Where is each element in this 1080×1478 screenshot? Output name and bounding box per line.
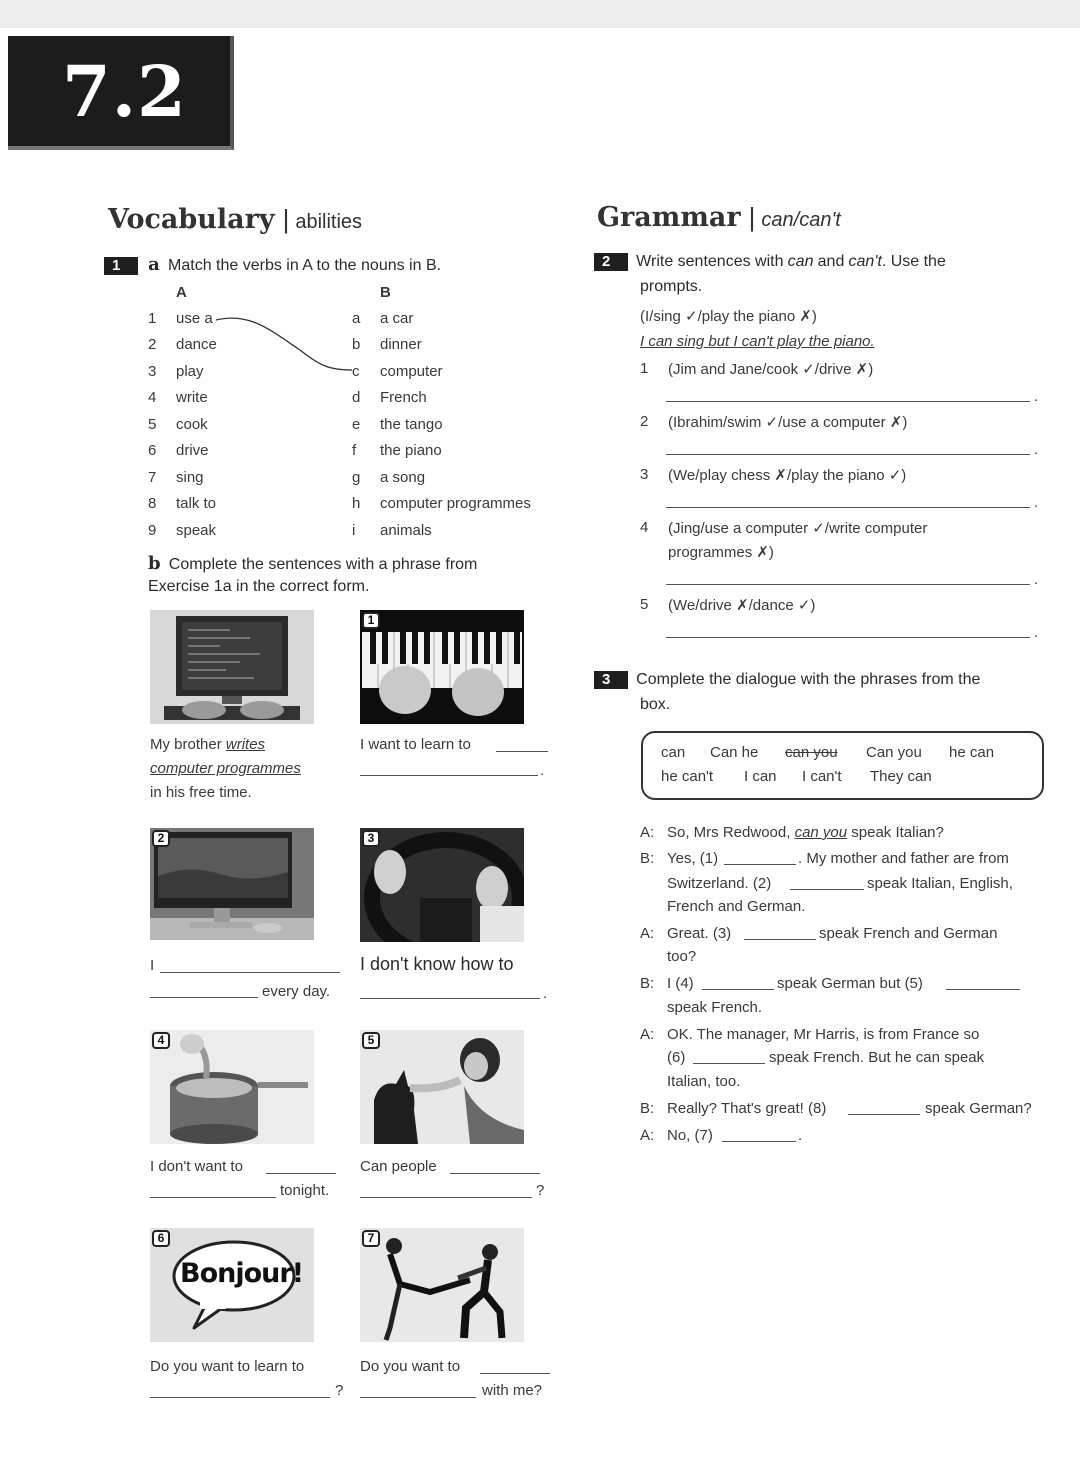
prompt-number: 2 (640, 413, 649, 430)
caption-text: I don't know how to (360, 954, 514, 974)
punctuation: . (798, 1127, 803, 1144)
dialogue-text: speak Italian? (851, 824, 944, 841)
answer-blank[interactable] (360, 1197, 532, 1198)
phrase-item: he can (949, 744, 995, 761)
unit-badge (8, 36, 234, 150)
verb-number: 9 (148, 522, 157, 539)
speaker-a: A: (640, 1127, 655, 1144)
exercise-letter-b: b (148, 553, 161, 574)
verb-item: write (176, 389, 208, 406)
instruction-text-2: prompts. (640, 278, 703, 295)
prompt-text: (We/drive ✗/dance ✓) (668, 597, 816, 614)
noun-letter: g (352, 469, 361, 486)
dialogue-text: Great. (3) (667, 925, 732, 942)
verb-item: talk to (176, 495, 217, 512)
speaker-b: B: (640, 1100, 655, 1117)
verb-item: play (176, 363, 204, 380)
dialogue-text: (6) (667, 1049, 686, 1066)
exercise-number-2: 2 (594, 253, 628, 271)
noun-letter: i (352, 522, 356, 539)
caption-text: in his free time. (150, 784, 252, 801)
answer-blank[interactable] (150, 1197, 276, 1198)
example-answer: can you (794, 824, 848, 841)
instruction-text: . Use the (881, 253, 946, 270)
dialogue-text: I (4) (667, 975, 694, 992)
vocabulary-subtitle: abilities (295, 211, 363, 233)
verb-item: speak (176, 522, 217, 539)
prompt-number: 3 (640, 466, 649, 483)
answer-blank-2[interactable] (790, 889, 864, 890)
caption-text: tonight. (280, 1182, 330, 1199)
instruction-text: Complete the sentences with a phrase from (168, 556, 478, 573)
noun-item: the tango (380, 416, 443, 433)
picture-number: 2 (152, 830, 170, 847)
computer-screen-photo (150, 828, 314, 940)
noun-letter: h (352, 495, 361, 512)
noun-item: a car (380, 310, 414, 327)
verb-number: 8 (148, 495, 157, 512)
dialogue-text: speak German? (925, 1100, 1032, 1117)
instruction-text: Match the verbs in A to the nouns in B. (168, 257, 442, 274)
punctuation: . (1034, 494, 1039, 511)
caption-text: Do you want to (360, 1358, 461, 1375)
phrase-item: he can't (661, 768, 714, 785)
answer-blank[interactable] (266, 1173, 336, 1174)
caption-text: with me? (482, 1382, 543, 1399)
prompt-number: 5 (640, 596, 649, 613)
exercise-number-1: 1 (104, 257, 138, 275)
dialogue-text: Really? That's great! (8) (667, 1100, 827, 1117)
verb-number: 3 (148, 363, 157, 380)
dialogue-text: So, Mrs Redwood, (667, 824, 791, 841)
verb-number: 6 (148, 442, 157, 459)
answer-line[interactable] (666, 401, 1030, 402)
noun-letter: e (352, 416, 361, 433)
answer-blank[interactable] (360, 998, 540, 999)
punctuation: . (1034, 441, 1039, 458)
answer-blank[interactable] (496, 751, 548, 752)
punctuation: . (1034, 624, 1039, 641)
answer-line[interactable] (666, 454, 1030, 455)
caption-text: My brother (150, 736, 222, 753)
prompt-text: (Ibrahim/swim ✓/use a computer ✗) (668, 414, 908, 431)
unit-number: 7.2 (62, 50, 187, 133)
speaker-a: A: (640, 824, 655, 841)
dialogue-text: French and German. (667, 898, 806, 915)
match-line (200, 310, 360, 380)
answer-blank-3[interactable] (744, 939, 816, 940)
example-answer: writes (225, 736, 266, 753)
prompt-text: (Jim and Jane/cook ✓/drive ✗) (668, 361, 874, 378)
answer-line[interactable] (666, 507, 1030, 508)
answer-blank-4[interactable] (702, 989, 774, 990)
dialogue-text: speak French. (667, 999, 763, 1016)
exercise-2-instruction (594, 253, 946, 271)
exercise-1b-instruction (148, 553, 477, 574)
noun-letter: b (352, 336, 361, 353)
answer-blank-7[interactable] (722, 1141, 796, 1142)
exercise-letter-a: a (148, 254, 160, 275)
phrase-box (641, 731, 1044, 800)
noun-item: a song (380, 469, 426, 486)
dialogue-text: Switzerland. (2) (667, 875, 772, 892)
verb-number: 7 (148, 469, 157, 486)
example-answer-2: computer programmes (150, 760, 301, 777)
answer-blank[interactable] (360, 1397, 476, 1398)
heading-separator: | (282, 204, 290, 234)
instruction-cant: can't (848, 253, 882, 270)
instruction-text: Write sentences with (636, 253, 784, 270)
picture-number: 3 (362, 830, 380, 847)
verb-item: dance (176, 336, 217, 353)
noun-item: animals (380, 522, 432, 539)
noun-letter: c (352, 363, 360, 380)
phrase-item: They can (870, 768, 932, 785)
piano-photo (360, 610, 524, 724)
column-b-heading: B (380, 284, 391, 301)
answer-blank[interactable] (150, 1397, 330, 1398)
phrase-item: I can (744, 768, 777, 785)
punctuation: . (540, 762, 545, 779)
instruction-can: can (787, 253, 814, 270)
dialogue-text: Italian, too. (667, 1073, 741, 1090)
dialogue-text: OK. The manager, Mr Harris, is from France so (667, 1026, 980, 1043)
phrase-item: can (661, 744, 686, 761)
dialogue-text: speak French and German (819, 925, 998, 942)
answer-blank-6[interactable] (693, 1063, 765, 1064)
instruction-text: Complete the dialogue with the phrases from the (636, 671, 981, 688)
computer-programming-photo (150, 610, 314, 724)
browser-top-bar (0, 0, 1080, 28)
answer-line[interactable] (666, 637, 1030, 638)
prompt-number: 1 (640, 360, 649, 377)
answer-line[interactable] (666, 584, 1030, 585)
instruction-text-2: Exercise 1a in the correct form. (148, 578, 370, 595)
example-prompt: (I/sing ✓/play the piano ✗) (640, 308, 817, 325)
instruction-and: and (817, 253, 845, 270)
verb-number: 5 (148, 416, 157, 433)
dialogue-text: speak Italian, English, (867, 875, 1013, 892)
picture-number: 7 (362, 1230, 380, 1247)
picture-number: 4 (152, 1032, 170, 1049)
dialogue-line (667, 824, 944, 841)
phrase-item: Can you (866, 744, 922, 761)
dialogue-text: too? (667, 948, 697, 965)
punctuation: . (1034, 388, 1039, 405)
verb-item: use a (176, 310, 213, 327)
dialogue-text: speak French. But he can speak (769, 1049, 985, 1066)
bonjour-text: Bonjour! (180, 1258, 304, 1289)
punctuation: . (1034, 571, 1039, 588)
exercise-3-instruction (594, 671, 980, 689)
grammar-subtitle: can/can't (761, 209, 841, 231)
picture-number: 6 (152, 1230, 170, 1247)
caption-0 (150, 736, 265, 753)
answer-blank[interactable] (160, 972, 340, 973)
caption-text: Can people (360, 1158, 437, 1175)
prompt-text-2: programmes ✗) (668, 544, 774, 561)
speaker-b: B: (640, 850, 655, 867)
noun-item: French (380, 389, 427, 406)
phrase-item: Can he (710, 744, 759, 761)
cooking-photo (150, 1030, 314, 1144)
verb-item: drive (176, 442, 209, 459)
driving-photo (360, 828, 524, 942)
dialogue-text: Yes, (1) (667, 850, 719, 867)
speaker-b: B: (640, 975, 655, 992)
caption-text: I want to learn to (360, 736, 471, 753)
vocabulary-heading (108, 204, 362, 235)
talking-to-animals-photo (360, 1030, 524, 1144)
prompt-number: 4 (640, 519, 649, 536)
picture-number: 1 (362, 612, 380, 629)
noun-item: dinner (380, 336, 422, 353)
answer-blank-1[interactable] (724, 864, 796, 865)
noun-item: computer (380, 363, 443, 380)
noun-letter: f (352, 442, 357, 459)
caption-text: I (150, 957, 155, 974)
vocabulary-title: Vocabulary (108, 204, 275, 235)
picture-number: 5 (362, 1032, 380, 1049)
column-a-heading: A (176, 284, 187, 301)
dialogue-text: . My mother and father are from (798, 850, 1009, 867)
verb-item: sing (176, 469, 204, 486)
punctuation: . (543, 985, 548, 1002)
phrase-item: I can't (802, 768, 842, 785)
caption-text: every day. (262, 983, 331, 1000)
verb-item: cook (176, 416, 208, 433)
punctuation: ? (335, 1382, 344, 1399)
answer-blank[interactable] (150, 997, 258, 998)
answer-blank[interactable] (450, 1173, 540, 1174)
instruction-text-2: box. (640, 696, 671, 713)
dialogue-text: No, (7) (667, 1127, 713, 1144)
caption-text: Do you want to learn to (150, 1358, 305, 1375)
speaker-a: A: (640, 925, 655, 942)
answer-blank-5[interactable] (946, 989, 1020, 990)
answer-blank[interactable] (480, 1373, 550, 1374)
example-answer: I can sing but I can't play the piano. (640, 333, 875, 350)
french-speech-photo (150, 1228, 314, 1342)
noun-item: computer programmes (380, 495, 531, 512)
exercise-number-3: 3 (594, 671, 628, 689)
tango-dancers-photo (360, 1228, 524, 1342)
noun-item: the piano (380, 442, 442, 459)
verb-number: 2 (148, 336, 157, 353)
noun-letter: d (352, 389, 361, 406)
exercise-1a-instruction (104, 254, 441, 275)
phrase-item-used: can you (785, 744, 838, 761)
answer-blank[interactable] (360, 775, 538, 776)
speaker-a: A: (640, 1026, 655, 1043)
verb-number: 4 (148, 389, 157, 406)
noun-letter: a (352, 310, 361, 327)
dialogue-text: speak German but (5) (777, 975, 923, 992)
grammar-title: Grammar (597, 202, 741, 233)
verb-number: 1 (148, 310, 157, 327)
prompt-text: (We/play chess ✗/play the piano ✓) (668, 467, 907, 484)
caption-text: I don't want to (150, 1158, 243, 1175)
heading-separator: | (748, 202, 756, 232)
grammar-heading (597, 202, 841, 233)
answer-blank-8[interactable] (848, 1114, 920, 1115)
prompt-text: (Jing/use a computer ✓/write computer (668, 520, 928, 537)
punctuation: ? (536, 1182, 545, 1199)
